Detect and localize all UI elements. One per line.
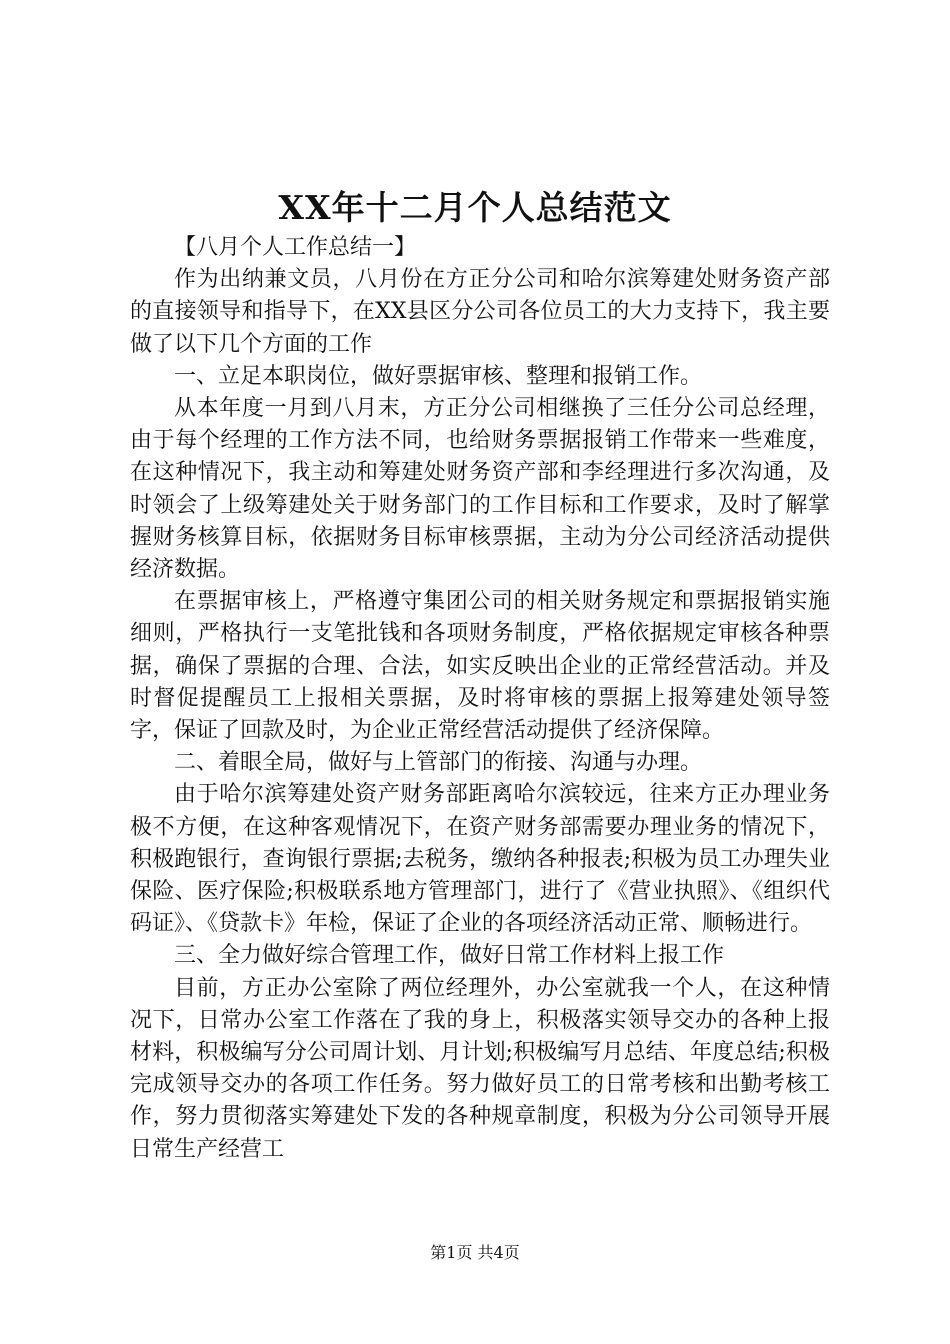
section-heading: 三、全力做好综合管理工作，做好日常工作材料上报工作: [174, 943, 725, 969]
page-number: 第1页 共4页: [430, 1243, 520, 1262]
document-title: XX年十二月个人总结范文: [278, 188, 672, 227]
paragraph: 在票据审核上，严格遵守集团公司的相关财务规定和票据报销实施细则，严格执行一支笔批钱和各项财务制度，严格依据规定审核各种票据，确保了票据的合理、合法，如实反映出企业的正常经营活动。并及时督促提醒员工上报相关票据，及时将审核的票据上报筹建处领导签字，保证了回款及时，为企业正常经营活动提供了经济保障。: [130, 589, 830, 744]
paragraph: 由于哈尔滨筹建处资产财务部距离哈尔滨较远，往来方正办理业务极不方便，在这种客观情况下，在资产财务部需要办理业务的情况下，积极跑银行，查询银行票据;去税务，缴纳各种报表;积极为员工办理失业保险、医疗保险;积极联系地方管理部门，进行了《营业执照》、《组织代码证》、《贷款卡》年检，保证了企业的各项经济活动正常、顺畅进行。: [130, 782, 830, 937]
paragraph: 从本年度一月到八月末，方正分公司相继换了三任分公司总经理，由于每个经理的工作方法不同，也给财务票据报销工作带来一些难度，在这种情况下，我主动和筹建处财务资产部和李经理进行多次沟通，及时领会了上级筹建处关于财务部门的工作目标和工作要求，及时了解掌握财务核算目标，依据财务目标审核票据，主动为分公司经济活动提供经济数据。: [130, 396, 830, 583]
section-heading: 【八月个人工作总结一】: [174, 235, 417, 260]
paragraph: 作为出纳兼文员，八月份在方正分公司和哈尔滨筹建处财务资产部的直接领导和指导下，在XX县区分公司各位员工的大力支持下，我主要做了以下几个方面的工作: [130, 267, 830, 357]
paragraph: 目前，方正办公室除了两位经理外，办公室就我一个人，在这种情况下，日常办公室工作落在了我的身上，积极落实领导交办的各种上报材料，积极编写分公司周计划、月计划;积极编写月总结、年度总结;积极完成领导交办的各项工作任务。努力做好员工的日常考核和出勤考核工作，努力贯彻落实筹建处下发的各种规章制度，积极为分公司领导开展日常生产经营工: [130, 975, 830, 1162]
section-heading: 二、着眼全局，做好与上管部门的衔接、沟通与办理。: [174, 750, 703, 776]
section-heading: 一、立足本职岗位，做好票据审核、整理和报销工作。: [174, 363, 703, 389]
document-body: [130, 232, 830, 1166]
